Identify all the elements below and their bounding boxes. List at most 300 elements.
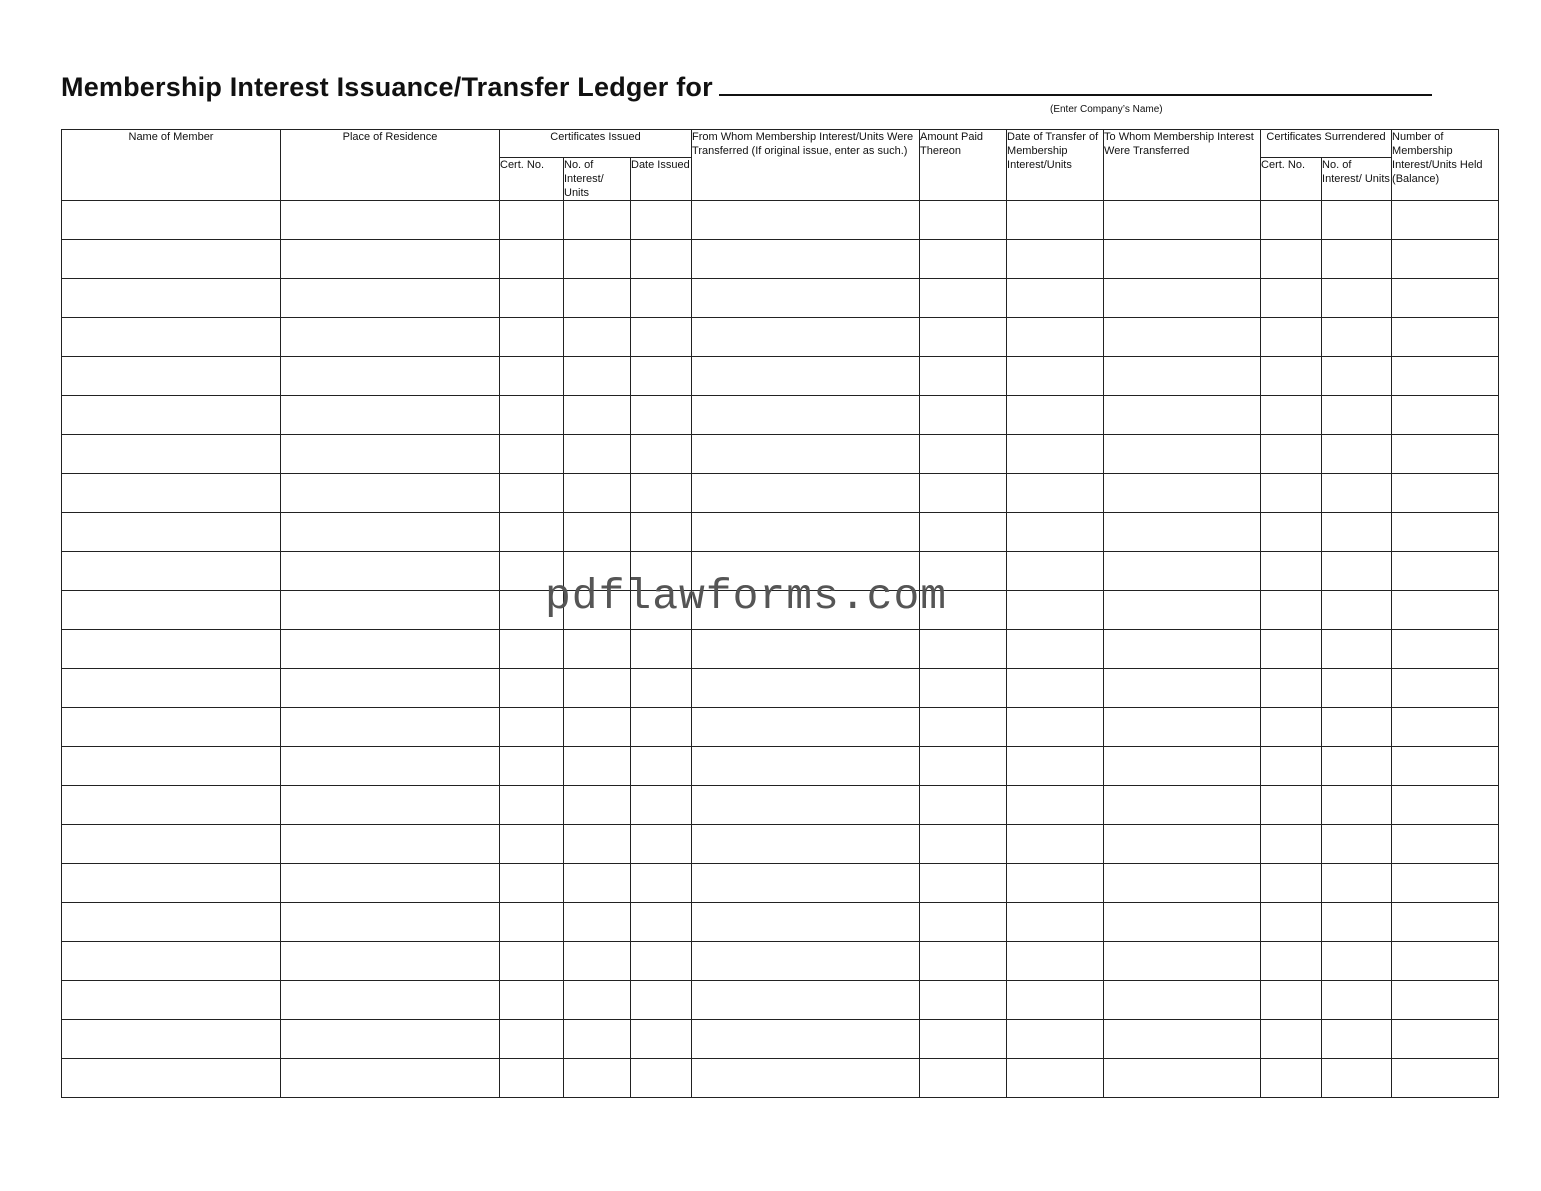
cell-date-of-transfer[interactable] bbox=[1007, 474, 1104, 513]
cell-name-of-member[interactable] bbox=[62, 240, 281, 279]
cell-surrendered-cert-no[interactable] bbox=[1261, 357, 1322, 396]
cell-date-of-transfer[interactable] bbox=[1007, 552, 1104, 591]
cell-date-of-transfer[interactable] bbox=[1007, 435, 1104, 474]
cell-from-whom[interactable] bbox=[692, 669, 920, 708]
cell-name-of-member[interactable] bbox=[62, 1059, 281, 1098]
table-row bbox=[62, 630, 1499, 669]
cell-date-issued[interactable] bbox=[631, 474, 692, 513]
cell-date-of-transfer[interactable] bbox=[1007, 1020, 1104, 1059]
cell-place-of-residence[interactable] bbox=[281, 240, 500, 279]
cell-amount-paid[interactable] bbox=[920, 318, 1007, 357]
cell-to-whom[interactable] bbox=[1104, 669, 1261, 708]
cell-date-issued[interactable] bbox=[631, 903, 692, 942]
cell-from-whom[interactable] bbox=[692, 825, 920, 864]
cell-from-whom[interactable] bbox=[692, 1059, 920, 1098]
cell-cert-no[interactable] bbox=[500, 786, 564, 825]
cell-surrendered-no-of-interest-units[interactable] bbox=[1322, 630, 1392, 669]
cell-number-held[interactable] bbox=[1392, 942, 1499, 981]
cell-to-whom[interactable] bbox=[1104, 1059, 1261, 1098]
cell-surrendered-no-of-interest-units[interactable] bbox=[1322, 435, 1392, 474]
cell-to-whom[interactable] bbox=[1104, 279, 1261, 318]
cell-date-issued[interactable] bbox=[631, 747, 692, 786]
cell-amount-paid[interactable] bbox=[920, 903, 1007, 942]
cell-amount-paid[interactable] bbox=[920, 513, 1007, 552]
cell-surrendered-no-of-interest-units[interactable] bbox=[1322, 201, 1392, 240]
cell-to-whom[interactable] bbox=[1104, 864, 1261, 903]
cell-cert-no[interactable] bbox=[500, 708, 564, 747]
cell-place-of-residence[interactable] bbox=[281, 864, 500, 903]
cell-number-held[interactable] bbox=[1392, 474, 1499, 513]
cell-name-of-member[interactable] bbox=[62, 708, 281, 747]
cell-name-of-member[interactable] bbox=[62, 552, 281, 591]
cell-amount-paid[interactable] bbox=[920, 201, 1007, 240]
table-row bbox=[62, 513, 1499, 552]
cell-no-of-interest-units[interactable] bbox=[564, 396, 631, 435]
cell-to-whom[interactable] bbox=[1104, 396, 1261, 435]
cell-to-whom[interactable] bbox=[1104, 981, 1261, 1020]
cell-place-of-residence[interactable] bbox=[281, 942, 500, 981]
cell-amount-paid[interactable] bbox=[920, 357, 1007, 396]
cell-date-issued[interactable] bbox=[631, 435, 692, 474]
cell-surrendered-cert-no[interactable] bbox=[1261, 318, 1322, 357]
cell-amount-paid[interactable] bbox=[920, 396, 1007, 435]
cell-from-whom[interactable] bbox=[692, 240, 920, 279]
cell-amount-paid[interactable] bbox=[920, 981, 1007, 1020]
cell-surrendered-no-of-interest-units[interactable] bbox=[1322, 981, 1392, 1020]
cell-surrendered-no-of-interest-units[interactable] bbox=[1322, 903, 1392, 942]
cell-date-of-transfer[interactable] bbox=[1007, 747, 1104, 786]
table-row bbox=[62, 279, 1499, 318]
cell-date-issued[interactable] bbox=[631, 396, 692, 435]
cell-date-issued[interactable] bbox=[631, 357, 692, 396]
cell-cert-no[interactable] bbox=[500, 201, 564, 240]
cell-cert-no[interactable] bbox=[500, 1020, 564, 1059]
cell-from-whom[interactable] bbox=[692, 942, 920, 981]
cell-to-whom[interactable] bbox=[1104, 474, 1261, 513]
cell-from-whom[interactable] bbox=[692, 357, 920, 396]
header-cert-no: Cert. No. bbox=[500, 158, 564, 201]
cell-from-whom[interactable] bbox=[692, 903, 920, 942]
cell-surrendered-no-of-interest-units[interactable] bbox=[1322, 747, 1392, 786]
cell-from-whom[interactable] bbox=[692, 279, 920, 318]
cell-number-held[interactable] bbox=[1392, 552, 1499, 591]
cell-surrendered-no-of-interest-units[interactable] bbox=[1322, 864, 1392, 903]
cell-number-held[interactable] bbox=[1392, 786, 1499, 825]
header-date-issued: Date Issued bbox=[631, 158, 692, 201]
cell-from-whom[interactable] bbox=[692, 513, 920, 552]
cell-from-whom[interactable] bbox=[692, 474, 920, 513]
cell-name-of-member[interactable] bbox=[62, 981, 281, 1020]
company-name-blank[interactable] bbox=[719, 70, 1432, 96]
cell-place-of-residence[interactable] bbox=[281, 201, 500, 240]
cell-from-whom[interactable] bbox=[692, 786, 920, 825]
cell-number-held[interactable] bbox=[1392, 591, 1499, 630]
cell-date-of-transfer[interactable] bbox=[1007, 513, 1104, 552]
cell-name-of-member[interactable] bbox=[62, 630, 281, 669]
cell-to-whom[interactable] bbox=[1104, 825, 1261, 864]
cell-date-of-transfer[interactable] bbox=[1007, 591, 1104, 630]
cell-place-of-residence[interactable] bbox=[281, 435, 500, 474]
cell-amount-paid[interactable] bbox=[920, 435, 1007, 474]
cell-surrendered-no-of-interest-units[interactable] bbox=[1322, 942, 1392, 981]
cell-to-whom[interactable] bbox=[1104, 513, 1261, 552]
cell-to-whom[interactable] bbox=[1104, 786, 1261, 825]
cell-from-whom[interactable] bbox=[692, 318, 920, 357]
cell-place-of-residence[interactable] bbox=[281, 630, 500, 669]
cell-date-issued[interactable] bbox=[631, 201, 692, 240]
cell-surrendered-no-of-interest-units[interactable] bbox=[1322, 552, 1392, 591]
cell-surrendered-no-of-interest-units[interactable] bbox=[1322, 786, 1392, 825]
table-row bbox=[62, 981, 1499, 1020]
cell-cert-no[interactable] bbox=[500, 240, 564, 279]
cell-to-whom[interactable] bbox=[1104, 942, 1261, 981]
cell-date-of-transfer[interactable] bbox=[1007, 864, 1104, 903]
cell-no-of-interest-units[interactable] bbox=[564, 825, 631, 864]
cell-place-of-residence[interactable] bbox=[281, 747, 500, 786]
cell-place-of-residence[interactable] bbox=[281, 708, 500, 747]
cell-amount-paid[interactable] bbox=[920, 630, 1007, 669]
cell-amount-paid[interactable] bbox=[920, 1020, 1007, 1059]
cell-name-of-member[interactable] bbox=[62, 669, 281, 708]
cell-surrendered-no-of-interest-units[interactable] bbox=[1322, 1020, 1392, 1059]
cell-number-held[interactable] bbox=[1392, 1020, 1499, 1059]
cell-from-whom[interactable] bbox=[692, 630, 920, 669]
cell-name-of-member[interactable] bbox=[62, 513, 281, 552]
table-row bbox=[62, 786, 1499, 825]
cell-surrendered-no-of-interest-units[interactable] bbox=[1322, 708, 1392, 747]
cell-cert-no[interactable] bbox=[500, 864, 564, 903]
cell-date-issued[interactable] bbox=[631, 708, 692, 747]
table-row bbox=[62, 1020, 1499, 1059]
cell-number-held[interactable] bbox=[1392, 708, 1499, 747]
cell-surrendered-cert-no[interactable] bbox=[1261, 1020, 1322, 1059]
cell-place-of-residence[interactable] bbox=[281, 591, 500, 630]
cell-no-of-interest-units[interactable] bbox=[564, 357, 631, 396]
cell-surrendered-cert-no[interactable] bbox=[1261, 864, 1322, 903]
cell-cert-no[interactable] bbox=[500, 435, 564, 474]
header-name-of-member: Name of Member bbox=[62, 130, 281, 201]
cell-number-held[interactable] bbox=[1392, 318, 1499, 357]
cell-number-held[interactable] bbox=[1392, 240, 1499, 279]
cell-date-of-transfer[interactable] bbox=[1007, 786, 1104, 825]
cell-amount-paid[interactable] bbox=[920, 747, 1007, 786]
cell-place-of-residence[interactable] bbox=[281, 474, 500, 513]
cell-amount-paid[interactable] bbox=[920, 708, 1007, 747]
cell-number-held[interactable] bbox=[1392, 201, 1499, 240]
cell-surrendered-cert-no[interactable] bbox=[1261, 279, 1322, 318]
cell-place-of-residence[interactable] bbox=[281, 786, 500, 825]
cell-amount-paid[interactable] bbox=[920, 279, 1007, 318]
cell-place-of-residence[interactable] bbox=[281, 903, 500, 942]
cell-date-issued[interactable] bbox=[631, 513, 692, 552]
cell-date-of-transfer[interactable] bbox=[1007, 1059, 1104, 1098]
cell-surrendered-no-of-interest-units[interactable] bbox=[1322, 240, 1392, 279]
header-certificates-surrendered: Certificates Surrendered bbox=[1261, 130, 1392, 158]
cell-name-of-member[interactable] bbox=[62, 747, 281, 786]
cell-no-of-interest-units[interactable] bbox=[564, 903, 631, 942]
cell-number-held[interactable] bbox=[1392, 981, 1499, 1020]
header-amount-paid: Amount Paid Thereon bbox=[920, 130, 1007, 201]
cell-surrendered-cert-no[interactable] bbox=[1261, 396, 1322, 435]
cell-surrendered-cert-no[interactable] bbox=[1261, 981, 1322, 1020]
cell-surrendered-no-of-interest-units[interactable] bbox=[1322, 357, 1392, 396]
cell-date-of-transfer[interactable] bbox=[1007, 318, 1104, 357]
cell-name-of-member[interactable] bbox=[62, 942, 281, 981]
cell-date-of-transfer[interactable] bbox=[1007, 240, 1104, 279]
cell-place-of-residence[interactable] bbox=[281, 357, 500, 396]
cell-date-issued[interactable] bbox=[631, 279, 692, 318]
table-row bbox=[62, 708, 1499, 747]
cell-no-of-interest-units[interactable] bbox=[564, 318, 631, 357]
cell-surrendered-no-of-interest-units[interactable] bbox=[1322, 591, 1392, 630]
cell-no-of-interest-units[interactable] bbox=[564, 1059, 631, 1098]
cell-to-whom[interactable] bbox=[1104, 357, 1261, 396]
cell-place-of-residence[interactable] bbox=[281, 1020, 500, 1059]
header-surrendered-no-of-interest-units: No. of Interest/ Units bbox=[1322, 158, 1392, 201]
cell-number-held[interactable] bbox=[1392, 435, 1499, 474]
table-row bbox=[62, 903, 1499, 942]
cell-no-of-interest-units[interactable] bbox=[564, 981, 631, 1020]
cell-to-whom[interactable] bbox=[1104, 318, 1261, 357]
cell-surrendered-cert-no[interactable] bbox=[1261, 591, 1322, 630]
cell-date-of-transfer[interactable] bbox=[1007, 201, 1104, 240]
cell-amount-paid[interactable] bbox=[920, 864, 1007, 903]
cell-surrendered-cert-no[interactable] bbox=[1261, 201, 1322, 240]
table-row bbox=[62, 747, 1499, 786]
cell-number-held[interactable] bbox=[1392, 669, 1499, 708]
cell-surrendered-no-of-interest-units[interactable] bbox=[1322, 279, 1392, 318]
cell-surrendered-no-of-interest-units[interactable] bbox=[1322, 513, 1392, 552]
cell-surrendered-cert-no[interactable] bbox=[1261, 552, 1322, 591]
cell-date-of-transfer[interactable] bbox=[1007, 942, 1104, 981]
cell-no-of-interest-units[interactable] bbox=[564, 1020, 631, 1059]
cell-surrendered-cert-no[interactable] bbox=[1261, 708, 1322, 747]
cell-amount-paid[interactable] bbox=[920, 942, 1007, 981]
cell-surrendered-cert-no[interactable] bbox=[1261, 435, 1322, 474]
cell-date-issued[interactable] bbox=[631, 786, 692, 825]
cell-date-issued[interactable] bbox=[631, 318, 692, 357]
table-row bbox=[62, 240, 1499, 279]
cell-surrendered-cert-no[interactable] bbox=[1261, 1059, 1322, 1098]
cell-from-whom[interactable] bbox=[692, 708, 920, 747]
cell-cert-no[interactable] bbox=[500, 903, 564, 942]
header-certificates-issued: Certificates Issued bbox=[500, 130, 692, 158]
cell-date-issued[interactable] bbox=[631, 825, 692, 864]
page-title-text: Membership Interest Issuance/Transfer Ledger for bbox=[61, 72, 713, 102]
cell-no-of-interest-units[interactable] bbox=[564, 942, 631, 981]
cell-no-of-interest-units[interactable] bbox=[564, 240, 631, 279]
cell-date-of-transfer[interactable] bbox=[1007, 669, 1104, 708]
table-row bbox=[62, 357, 1499, 396]
cell-no-of-interest-units[interactable] bbox=[564, 513, 631, 552]
cell-number-held[interactable] bbox=[1392, 279, 1499, 318]
cell-number-held[interactable] bbox=[1392, 747, 1499, 786]
cell-place-of-residence[interactable] bbox=[281, 396, 500, 435]
cell-cert-no[interactable] bbox=[500, 825, 564, 864]
cell-surrendered-no-of-interest-units[interactable] bbox=[1322, 669, 1392, 708]
cell-surrendered-no-of-interest-units[interactable] bbox=[1322, 396, 1392, 435]
cell-no-of-interest-units[interactable] bbox=[564, 786, 631, 825]
cell-date-of-transfer[interactable] bbox=[1007, 981, 1104, 1020]
cell-name-of-member[interactable] bbox=[62, 1020, 281, 1059]
header-date-of-transfer: Date of Transfer of Membership Interest/Units bbox=[1007, 130, 1104, 201]
cell-cert-no[interactable] bbox=[500, 981, 564, 1020]
cell-to-whom[interactable] bbox=[1104, 435, 1261, 474]
cell-number-held[interactable] bbox=[1392, 1059, 1499, 1098]
cell-from-whom[interactable] bbox=[692, 747, 920, 786]
ledger-header bbox=[62, 130, 1499, 201]
cell-cert-no[interactable] bbox=[500, 669, 564, 708]
cell-number-held[interactable] bbox=[1392, 630, 1499, 669]
cell-from-whom[interactable] bbox=[692, 435, 920, 474]
cell-from-whom[interactable] bbox=[692, 1020, 920, 1059]
cell-name-of-member[interactable] bbox=[62, 864, 281, 903]
header-place-of-residence: Place of Residence bbox=[281, 130, 500, 201]
header-to-whom: To Whom Membership Interest Were Transferred bbox=[1104, 130, 1261, 201]
table-row bbox=[62, 825, 1499, 864]
cell-date-of-transfer[interactable] bbox=[1007, 903, 1104, 942]
cell-name-of-member[interactable] bbox=[62, 474, 281, 513]
cell-cert-no[interactable] bbox=[500, 474, 564, 513]
table-row bbox=[62, 435, 1499, 474]
cell-name-of-member[interactable] bbox=[62, 786, 281, 825]
watermark: pdflawforms.com bbox=[545, 572, 948, 621]
cell-date-issued[interactable] bbox=[631, 864, 692, 903]
cell-amount-paid[interactable] bbox=[920, 240, 1007, 279]
cell-date-of-transfer[interactable] bbox=[1007, 708, 1104, 747]
cell-surrendered-no-of-interest-units[interactable] bbox=[1322, 474, 1392, 513]
cell-name-of-member[interactable] bbox=[62, 435, 281, 474]
cell-name-of-member[interactable] bbox=[62, 357, 281, 396]
cell-number-held[interactable] bbox=[1392, 513, 1499, 552]
cell-place-of-residence[interactable] bbox=[281, 825, 500, 864]
cell-to-whom[interactable] bbox=[1104, 552, 1261, 591]
table-row bbox=[62, 669, 1499, 708]
cell-to-whom[interactable] bbox=[1104, 630, 1261, 669]
cell-date-of-transfer[interactable] bbox=[1007, 357, 1104, 396]
cell-no-of-interest-units[interactable] bbox=[564, 279, 631, 318]
cell-surrendered-cert-no[interactable] bbox=[1261, 825, 1322, 864]
cell-to-whom[interactable] bbox=[1104, 591, 1261, 630]
table-row bbox=[62, 201, 1499, 240]
cell-date-issued[interactable] bbox=[631, 669, 692, 708]
cell-cert-no[interactable] bbox=[500, 318, 564, 357]
cell-no-of-interest-units[interactable] bbox=[564, 669, 631, 708]
cell-amount-paid[interactable] bbox=[920, 1059, 1007, 1098]
cell-cert-no[interactable] bbox=[500, 630, 564, 669]
cell-date-issued[interactable] bbox=[631, 981, 692, 1020]
cell-date-of-transfer[interactable] bbox=[1007, 279, 1104, 318]
cell-to-whom[interactable] bbox=[1104, 201, 1261, 240]
cell-date-of-transfer[interactable] bbox=[1007, 396, 1104, 435]
cell-from-whom[interactable] bbox=[692, 201, 920, 240]
cell-name-of-member[interactable] bbox=[62, 318, 281, 357]
cell-date-issued[interactable] bbox=[631, 630, 692, 669]
cell-no-of-interest-units[interactable] bbox=[564, 747, 631, 786]
cell-number-held[interactable] bbox=[1392, 903, 1499, 942]
cell-surrendered-no-of-interest-units[interactable] bbox=[1322, 1059, 1392, 1098]
cell-place-of-residence[interactable] bbox=[281, 318, 500, 357]
cell-name-of-member[interactable] bbox=[62, 396, 281, 435]
cell-cert-no[interactable] bbox=[500, 1059, 564, 1098]
cell-date-issued[interactable] bbox=[631, 942, 692, 981]
cell-surrendered-cert-no[interactable] bbox=[1261, 747, 1322, 786]
cell-surrendered-cert-no[interactable] bbox=[1261, 786, 1322, 825]
cell-number-held[interactable] bbox=[1392, 396, 1499, 435]
cell-amount-paid[interactable] bbox=[920, 474, 1007, 513]
cell-surrendered-cert-no[interactable] bbox=[1261, 474, 1322, 513]
cell-from-whom[interactable] bbox=[692, 864, 920, 903]
cell-cert-no[interactable] bbox=[500, 513, 564, 552]
header-no-of-interest-units: No. of Interest/ Units bbox=[564, 158, 631, 201]
cell-surrendered-cert-no[interactable] bbox=[1261, 240, 1322, 279]
cell-surrendered-cert-no[interactable] bbox=[1261, 903, 1322, 942]
cell-name-of-member[interactable] bbox=[62, 201, 281, 240]
cell-cert-no[interactable] bbox=[500, 357, 564, 396]
cell-place-of-residence[interactable] bbox=[281, 552, 500, 591]
cell-to-whom[interactable] bbox=[1104, 1020, 1261, 1059]
cell-from-whom[interactable] bbox=[692, 981, 920, 1020]
cell-place-of-residence[interactable] bbox=[281, 1059, 500, 1098]
cell-place-of-residence[interactable] bbox=[281, 279, 500, 318]
cell-no-of-interest-units[interactable] bbox=[564, 630, 631, 669]
cell-to-whom[interactable] bbox=[1104, 240, 1261, 279]
cell-date-of-transfer[interactable] bbox=[1007, 630, 1104, 669]
cell-no-of-interest-units[interactable] bbox=[564, 708, 631, 747]
cell-date-issued[interactable] bbox=[631, 1059, 692, 1098]
cell-date-of-transfer[interactable] bbox=[1007, 825, 1104, 864]
company-name-hint: (Enter Company’s Name) bbox=[1050, 104, 1163, 115]
cell-from-whom[interactable] bbox=[692, 396, 920, 435]
cell-place-of-residence[interactable] bbox=[281, 669, 500, 708]
cell-number-held[interactable] bbox=[1392, 825, 1499, 864]
cell-no-of-interest-units[interactable] bbox=[564, 201, 631, 240]
cell-no-of-interest-units[interactable] bbox=[564, 435, 631, 474]
cell-surrendered-cert-no[interactable] bbox=[1261, 513, 1322, 552]
cell-surrendered-no-of-interest-units[interactable] bbox=[1322, 825, 1392, 864]
cell-name-of-member[interactable] bbox=[62, 903, 281, 942]
cell-cert-no[interactable] bbox=[500, 747, 564, 786]
cell-date-issued[interactable] bbox=[631, 240, 692, 279]
cell-surrendered-cert-no[interactable] bbox=[1261, 630, 1322, 669]
cell-surrendered-no-of-interest-units[interactable] bbox=[1322, 318, 1392, 357]
cell-number-held[interactable] bbox=[1392, 864, 1499, 903]
cell-cert-no[interactable] bbox=[500, 942, 564, 981]
cell-to-whom[interactable] bbox=[1104, 747, 1261, 786]
cell-amount-paid[interactable] bbox=[920, 786, 1007, 825]
cell-cert-no[interactable] bbox=[500, 279, 564, 318]
cell-to-whom[interactable] bbox=[1104, 708, 1261, 747]
table-row bbox=[62, 864, 1499, 903]
cell-surrendered-cert-no[interactable] bbox=[1261, 669, 1322, 708]
header-from-whom: From Whom Membership Interest/Units Were Transferred (If original issue, enter as such.) bbox=[692, 130, 920, 201]
cell-date-issued[interactable] bbox=[631, 1020, 692, 1059]
cell-amount-paid[interactable] bbox=[920, 825, 1007, 864]
cell-amount-paid[interactable] bbox=[920, 669, 1007, 708]
table-row bbox=[62, 318, 1499, 357]
cell-name-of-member[interactable] bbox=[62, 591, 281, 630]
cell-name-of-member[interactable] bbox=[62, 825, 281, 864]
cell-number-held[interactable] bbox=[1392, 357, 1499, 396]
cell-surrendered-cert-no[interactable] bbox=[1261, 942, 1322, 981]
cell-to-whom[interactable] bbox=[1104, 903, 1261, 942]
cell-cert-no[interactable] bbox=[500, 396, 564, 435]
cell-place-of-residence[interactable] bbox=[281, 513, 500, 552]
cell-name-of-member[interactable] bbox=[62, 279, 281, 318]
cell-place-of-residence[interactable] bbox=[281, 981, 500, 1020]
cell-no-of-interest-units[interactable] bbox=[564, 474, 631, 513]
cell-no-of-interest-units[interactable] bbox=[564, 864, 631, 903]
